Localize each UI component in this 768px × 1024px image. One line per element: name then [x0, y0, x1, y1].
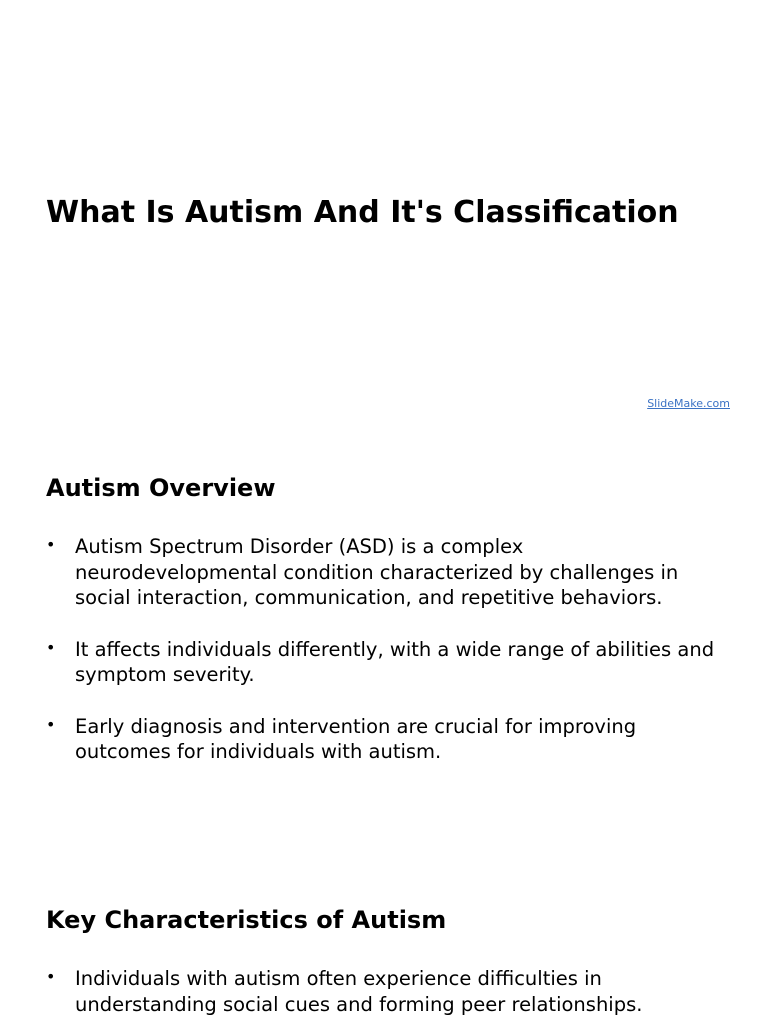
bullet-text: Early diagnosis and intervention are crucial for improving outcomes for individuals with autism. — [75, 714, 637, 763]
bullet-list-autism-overview — [46, 534, 726, 791]
bullet-item — [46, 714, 726, 765]
section-heading-autism-overview: Autism Overview — [46, 474, 276, 502]
bullet-icon: • — [46, 967, 56, 986]
bullet-item — [46, 534, 726, 611]
bullet-item — [46, 966, 726, 1017]
bullet-text: It affects individuals differently, with a wide range of abilities and symptom severity. — [75, 637, 715, 686]
section-heading-key-characteristics: Key Characteristics of Autism — [46, 906, 447, 934]
bullet-icon: • — [46, 637, 56, 657]
bullet-text: Autism Spectrum Disorder (ASD) is a complex neurodevelopmental condition characterized by challenges in social interaction, communication, and repetitive behaviors. — [75, 535, 679, 609]
slidemake-link[interactable]: SlideMake.com — [647, 397, 730, 410]
bullet-text: Individuals with autism often experience difficulties in understanding social cues and forming peer relationships. — [75, 967, 643, 1016]
page-title: What Is Autism And It's Classification — [46, 195, 679, 230]
bullet-list-key-characteristics — [46, 966, 726, 1024]
bullet-icon: • — [46, 714, 56, 734]
bullet-item — [46, 637, 726, 688]
bullet-icon: • — [46, 535, 56, 554]
